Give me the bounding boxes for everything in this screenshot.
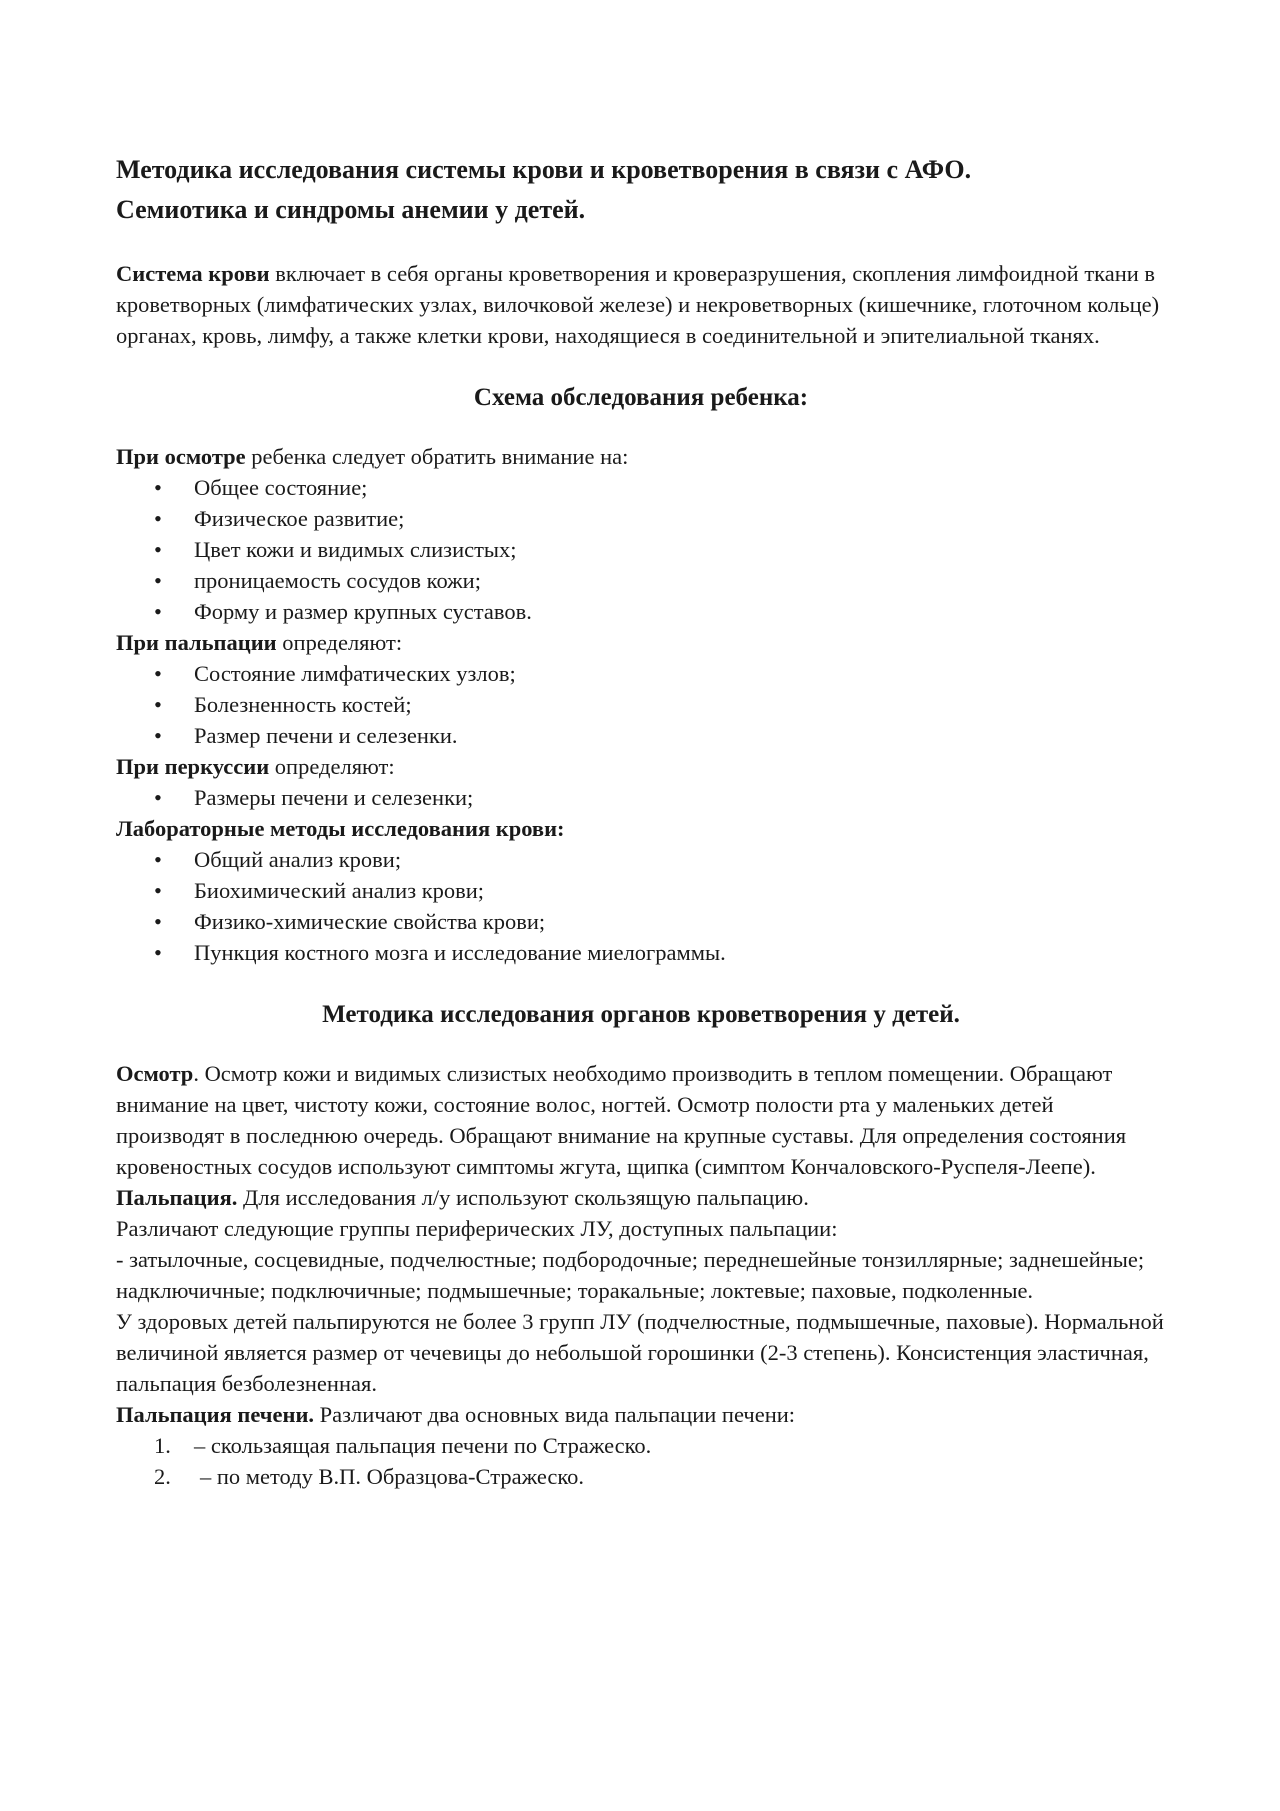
list-item-text: – скользаящая пальпация печени по Стражеско. [194, 1433, 652, 1458]
lab-bold: Лабораторные методы исследования крови: [116, 816, 565, 841]
document-page [116, 150, 1166, 1492]
list-item: • Размер печени и селезенки. [116, 720, 1166, 751]
list-number: 1. [154, 1433, 171, 1458]
list-item: • Форму и размер крупных суставов. [116, 596, 1166, 627]
document-title [116, 150, 1166, 230]
liver-paragraph [116, 1399, 1166, 1430]
palpation2-text: Для исследования л/у используют скользящую пальпацию. [237, 1185, 809, 1210]
lab-list [116, 844, 1166, 968]
percussion-paragraph [116, 751, 1166, 782]
list-item [116, 1461, 1166, 1492]
liver-text: Различают два основных вида пальпации печени: [314, 1402, 796, 1427]
list-item: • Пункция костного мозга и исследование миелограммы. [116, 937, 1166, 968]
intro-paragraph [116, 258, 1166, 351]
section2-heading: Методика исследования органов кроветворения у детей. [322, 1001, 960, 1028]
title-line-1: Методика исследования системы крови и кроветворения в связи с АФО. [116, 155, 972, 184]
list-item: • Физическое развитие; [116, 503, 1166, 534]
osmotr-text: . Осмотр кожи и видимых слизистых необходимо производить в теплом помещении. Обращают внимание на цвет, чистоту кожи, состояние волос, ногтей. Осмотр полости рта у маленьких детей производят в последнюю очередь. Обращают внимание на крупные суставы. Для определения состояния кровеностных сосудов используют симптомы жгута, щипка (симптом Кончаловского-Руспеля-Леепе). [116, 1061, 1127, 1179]
osmotr-bold: Осмотр [116, 1061, 194, 1086]
title-line-2: Семиотика и синдромы анемии у детей. [116, 195, 586, 224]
list-item: • Общий анализ крови; [116, 844, 1166, 875]
list-item-text: – по методу В.П. Образцова-Стражеско. [200, 1464, 585, 1489]
percussion-list [116, 782, 1166, 813]
intro-text: включает в себя органы кроветворения и кроверазрушения, скопления лимфоидной ткани в кроветворных (лимфатических узлах, вилочковой железе) и некроветворных (кишечнике, глоточном кольце) органах, кровь, лимфу, а также клетки крови, находящиеся в соединительной и эпителиальной тканях. [116, 261, 1160, 348]
inspection-bold: При осмотре [116, 444, 246, 469]
intro-bold: Система крови [116, 261, 270, 286]
section1-heading: Схема обследования ребенка: [473, 384, 809, 411]
palpation-text: определяют: [276, 630, 403, 655]
inspection-paragraph [116, 441, 1166, 472]
list-item: • Состояние лимфатических узлов; [116, 658, 1166, 689]
palpation-list [116, 658, 1166, 751]
list-item: • проницаемость сосудов кожи; [116, 565, 1166, 596]
groups-list: - затылочные, сосцевидные, подчелюстные; подбородочные; переднешейные тонзиллярные; заднешейные; надключичные; подключичные; подмышечные; торакальные; локтевые; паховые, подколенные. [116, 1247, 1145, 1303]
healthy-paragraph: У здоровых детей пальпируются не более 3 групп ЛУ (подчелюстные, подмышечные, паховые). Нормальной величиной является размер от чечевицы до небольшой горошинки (2-3 степень). Консистенция эластичная, пальпация безболезненная. [116, 1309, 1164, 1396]
list-item [116, 1430, 1166, 1461]
inspection-text: ребенка следует обратить внимание на: [245, 444, 629, 469]
list-item: • Размеры печени и селезенки; [116, 782, 1166, 813]
percussion-text: определяют: [269, 754, 395, 779]
list-item: • Цвет кожи и видимых слизистых; [116, 534, 1166, 565]
liver-bold: Пальпация печени. [116, 1402, 315, 1427]
list-item: • Физико-химические свойства крови; [116, 906, 1166, 937]
palpation-paragraph [116, 627, 1166, 658]
palpation-bold: При пальпации [116, 630, 277, 655]
palpation2-paragraph [116, 1182, 1166, 1213]
list-number: 2. [154, 1464, 171, 1489]
list-item: • Болезненность костей; [116, 689, 1166, 720]
list-item: • Биохимический анализ крови; [116, 875, 1166, 906]
osmotr-paragraph [116, 1058, 1166, 1182]
inspection-list [116, 472, 1166, 627]
lab-paragraph [116, 813, 1166, 844]
liver-list [116, 1430, 1166, 1492]
list-item: • Общее состояние; [116, 472, 1166, 503]
percussion-bold: При перкуссии [116, 754, 270, 779]
palpation2-bold: Пальпация. [116, 1185, 238, 1210]
groups-intro: Различают следующие группы периферических ЛУ, доступных пальпации: [116, 1216, 838, 1241]
